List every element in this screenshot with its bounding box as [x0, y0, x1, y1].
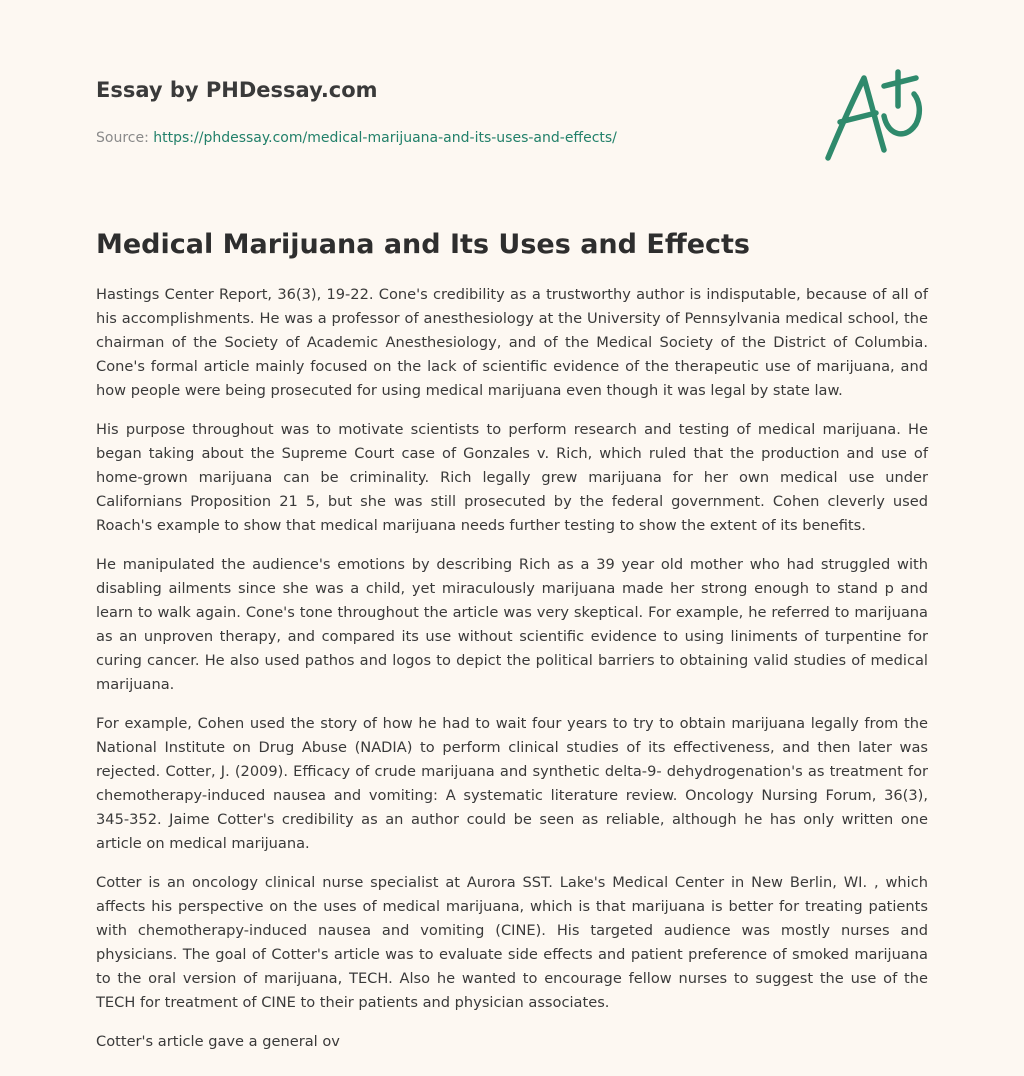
article-title: Medical Marijuana and Its Uses and Effects	[96, 229, 750, 260]
source-link[interactable]: https://phdessay.com/medical-marijuana-and-its-uses-and-effects/	[153, 130, 617, 146]
article-paragraph: For example, Cohen used the story of how he had to wait four years to try to obtain marijuana legally from the National Institute on Drug Abuse (NADIA) to perform clinical studies of its effectiveness, and then later was rejected. Cotter, J. (2009). Efficacy of crude marijuana and synthetic delta-9- dehydrogenation's as treatment for chemotherapy-induced nausea and vomiting: A systematic literature review. Oncology Nursing Forum, 36(3), 345-352. Jaime Cotter's credibility as an author could be seen as reliable, although he has only written one article on medical marijuana.	[96, 715, 928, 852]
article-paragraph: He manipulated the audience's emotions by describing Rich as a 39 year old mother who had struggled with disabling ailments since she was a child, yet miraculously marijuana made her strong enough to stand p and learn to walk again. Cone's tone throughout the article was very skeptical. For example, he referred to marijuana as an unproven therapy, and compared its use without scientific evidence to using liniments of turpentine for curing cancer. He also used pathos and logos to depict the political barriers to obtaining valid studies of medical marijuana.	[96, 556, 928, 693]
source-line	[96, 128, 796, 148]
article-paragraph: Hastings Center Report, 36(3), 19-22. Cone's credibility as a trustworthy author is indisputable, because of all of his accomplishments. He was a professor of anesthesiology at the University of Pennsylvania medical school, the chairman of the Society of Academic Anesthesiology, and of the Medical Society of the District of Columbia. Cone's formal article mainly focused on the lack of scientific evidence of the therapeutic use of marijuana, and how people were being prosecuted for using medical marijuana even though it was legal by state law.	[96, 286, 928, 399]
article-paragraph: His purpose throughout was to motivate scientists to perform research and testing of medical marijuana. He began taking about the Supreme Court case of Gonzales v. Rich, which ruled that the production and use of home-grown marijuana can be criminality. Rich legally grew marijuana for her own medical use under Californians Proposition 21 5, but she was still prosecuted by the federal government. Cohen cleverly used Roach's example to show that medical marijuana needs further testing to show the extent of its benefits.	[96, 421, 928, 534]
brand-title: Essay by PHDessay.com	[96, 78, 378, 102]
essay-header	[96, 76, 796, 148]
article-paragraph: Cotter is an oncology clinical nurse specialist at Aurora SST. Lake's Medical Center in New Berlin, WI. , which affects his perspective on the uses of medical marijuana, which is that marijuana is better for treating patients with chemotherapy-induced nausea and vomiting (CINE). His targeted audience was mostly nurses and physicians. The goal of Cotter's article was to evaluate side effects and patient preference of smoked marijuana to the oral version of marijuana, TECH. Also he wanted to encourage fellow nurses to suggest the use of the TECH for treatment of CINE to their patients and physician associates.	[96, 874, 928, 1011]
article-body	[96, 283, 928, 1069]
article-paragraph: Cotter's article gave a general ov	[96, 1033, 340, 1050]
a-plus-grade-icon	[818, 66, 930, 166]
source-label: Source:	[96, 130, 149, 146]
